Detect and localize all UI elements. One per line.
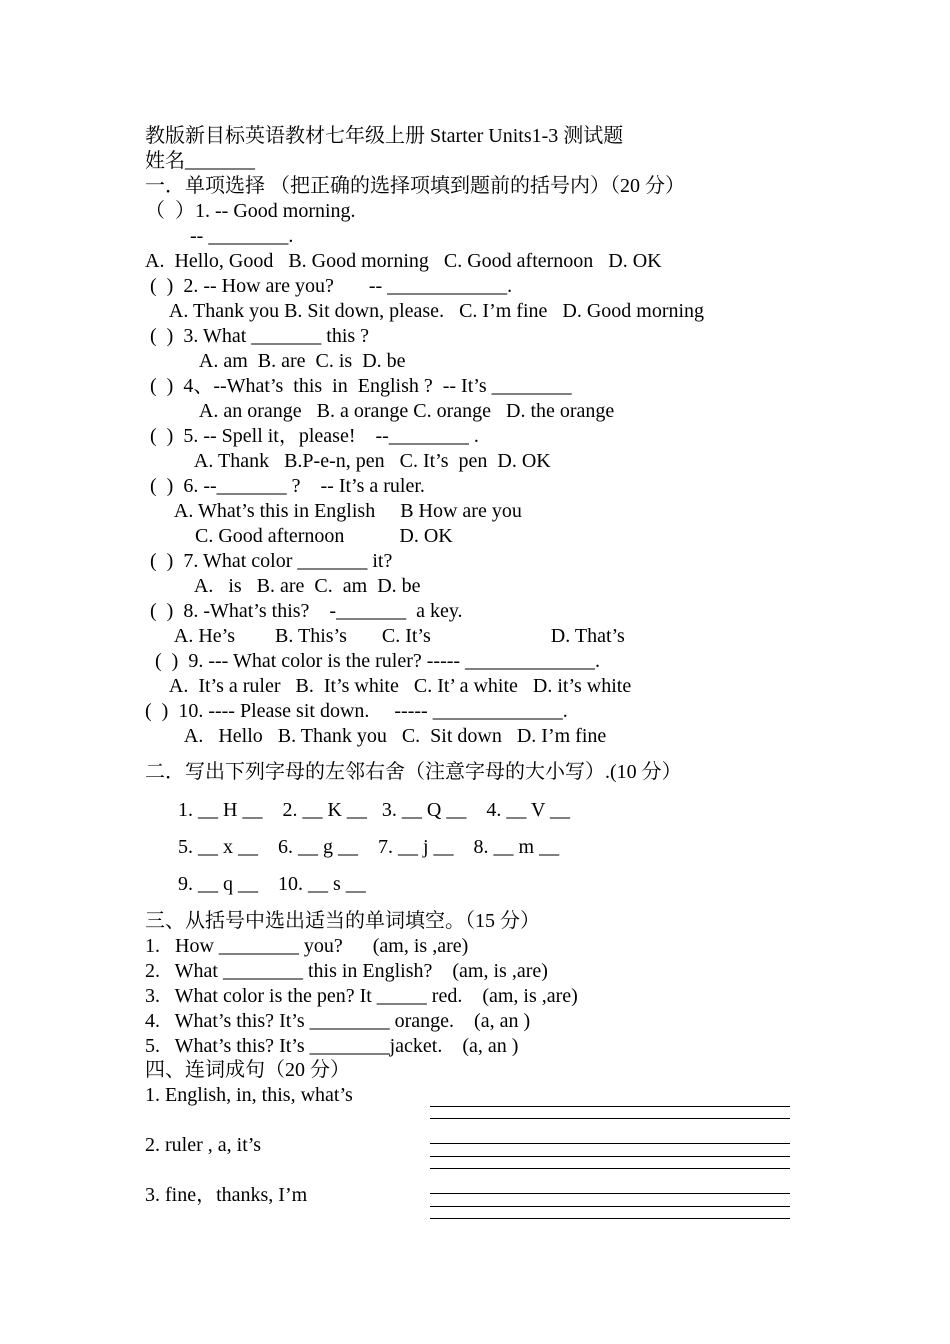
q4-options: A. an orange B. a orange C. orange D. the orange [145,400,615,422]
q3-line: ( ) 3. What _______ this ? [145,325,370,347]
fill-item-3: 3. What color is the pen? It _____ red. (am, is ,are) [145,985,578,1007]
fill-item-4: 4. What’s this? It’s ________ orange. (a, an ) [145,1010,531,1032]
q3-options: A. am B. are C. is D. be [145,350,406,372]
q4-line: ( ) 4、--What’s this in English ? -- It’s ________ [145,375,572,397]
fill-item-1: 1. How ________ you? (am, is ,are) [145,935,469,957]
q9-line: ( ) 9. --- What color is the ruler? ----- _____________. [145,650,601,672]
q10-line: ( ) 10. ---- Please sit down. ----- _____________. [145,700,568,722]
q8-options: A. He’s B. This’s C. It’s D. That’s [145,625,625,647]
section1-heading: 一．单项选择 （把正确的选择项填到题前的括号内）（20 分） [145,175,685,197]
letters-row-3: 9. __ q __ 10. __ s __ [178,873,366,895]
answer-line [430,1143,790,1144]
q2-options: A. Thank you B. Sit down, please. C. I’m fine D. Good morning [145,300,705,322]
sentence-item-2: 2. ruler , a, it’s [145,1134,262,1156]
q1-options: A. Hello, Good B. Good morning C. Good afternoon D. OK [145,250,662,272]
q8-line: ( ) 8. -What’s this? -_______ a key. [145,600,463,622]
q7-line: ( ) 7. What color _______ it? [145,550,393,572]
q2-line: ( ) 2. -- How are you? -- ____________. [145,275,513,297]
q6-options-ab: A. What’s this in English B How are you [145,500,522,522]
letters-row-2: 5. __ x __ 6. __ g __ 7. __ j __ 8. __ m __ [178,836,560,858]
q6-options-cd: C. Good afternoon D. OK [145,525,453,547]
q10-options: A. Hello B. Thank you C. Sit down D. I’m fine [145,725,607,747]
sentence-item-3: 3. fine，thanks, I’m [145,1184,308,1206]
q1-line: （ ）1. -- Good morning. [145,200,356,222]
q9-options: A. It’s a ruler B. It’s white C. It’ a white D. it’s white [145,675,632,697]
answer-line [430,1106,790,1107]
section3-heading: 三、从括号中选出适当的单词填空。（15 分） [145,910,540,932]
letters-row-1: 1. __ H __ 2. __ K __ 3. __ Q __ 4. __ V __ [178,799,571,821]
answer-line [430,1218,790,1219]
q5-options: A. Thank B.P-e-n, pen C. It’s pen D. OK [145,450,551,472]
page-title: 教版新目标英语教材七年级上册 Starter Units1-3 测试题 [145,125,624,147]
answer-line [430,1206,790,1207]
fill-item-5: 5. What’s this? It’s ________jacket. (a, an ) [145,1035,519,1057]
answer-line [430,1168,790,1169]
q1-answer-line: -- ________. [145,225,294,247]
q6-line: ( ) 6. --_______ ? -- It’s a ruler. [145,475,425,497]
q5-line: ( ) 5. -- Spell it，please! --________ . [145,425,479,447]
name-blank: _______ [185,150,255,172]
answer-line [430,1156,790,1157]
fill-item-2: 2. What ________ this in English? (am, is ,are) [145,960,548,982]
name-line [145,149,255,174]
sentence-item-1: 1. English, in, this, what’s [145,1084,353,1106]
answer-line [430,1193,790,1194]
answer-line [430,1118,790,1119]
section2-heading: 二．写出下列字母的左邻右舍（注意字母的大小写）.(10 分） [145,761,682,783]
q7-options: A. is B. are C. am D. be [145,575,421,597]
section4-heading: 四、连词成句（20 分） [145,1059,350,1081]
name-label: 姓名 [145,150,185,172]
